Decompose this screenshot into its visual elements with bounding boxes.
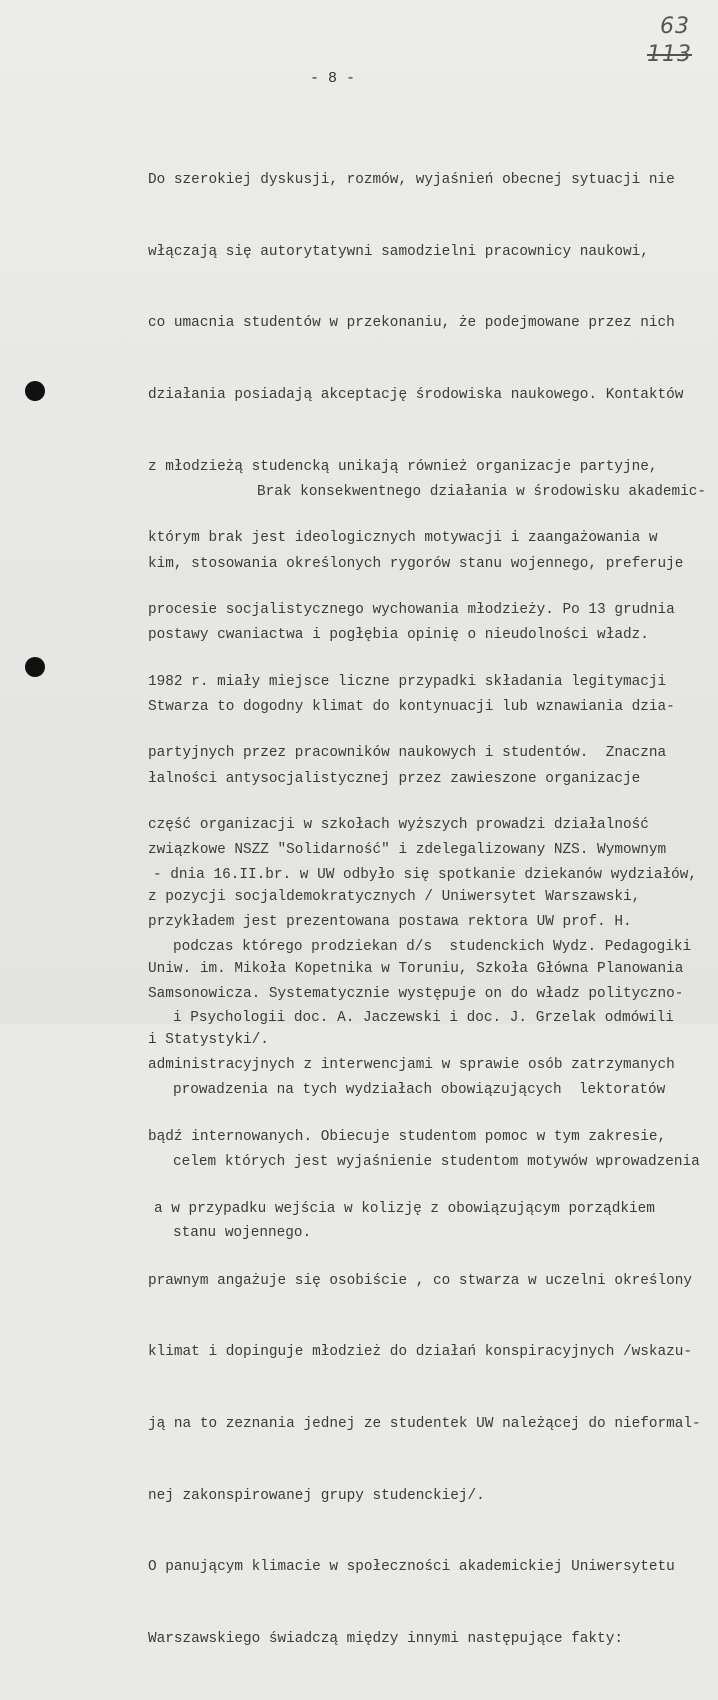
- text-line: włączają się autorytatywni samodzielni pracownicy naukowi,: [148, 243, 649, 260]
- text-line: działania posiadają akceptację środowiska naukowego. Kontaktów: [148, 386, 684, 403]
- text-line: procesie socjalistycznego wychowania młodzieży. Po 13 grudnia: [148, 602, 675, 619]
- text-line: stanu wojennego.: [173, 1225, 312, 1242]
- text-line: kim, stosowania określonych rygorów stanu wojennego, preferuje: [148, 555, 684, 572]
- text-line: Do szerokiej dyskusji, rozmów, wyjaśnień obecnej sytuacji nie: [148, 171, 675, 188]
- text-line: klimat i dopinguje młodzież do działań konspiracyjnych /wskazu-: [148, 1344, 693, 1361]
- text-line: 1982 r. miały miejsce liczne przypadki składania legitymacji: [148, 673, 667, 690]
- text-line: partyjnych przez pracowników naukowych i studentów. Znaczna: [148, 745, 667, 762]
- punch-hole-bottom: [25, 657, 45, 677]
- text-line: Brak konsekwentnego działania w środowisku akademic-: [257, 483, 707, 500]
- text-line: podczas którego prodziekan d/s studenckich Wydz. Pedagogiki: [173, 938, 692, 955]
- text-line: i Psychologii doc. A. Jaczewski i doc. J. Grzelak odmówili: [173, 1010, 674, 1027]
- text-line: przykładem jest prezentowana postawa rektora UW prof. H.: [148, 914, 632, 931]
- text-line: co umacnia studentów w przekonaniu, że podejmowane przez nich: [148, 315, 675, 332]
- text-line: część organizacji w szkołach wyższych prowadzi działalność: [148, 817, 649, 834]
- text-line: administracyjnych z interwencjami w sprawie osób zatrzymanych: [148, 1057, 675, 1074]
- punch-hole-top: [25, 381, 45, 401]
- text-line: Warszawskiego świadczą między innymi następujące fakty:: [148, 1631, 623, 1648]
- bullet-item: [153, 816, 718, 1294]
- handwritten-crossed-number: 113: [647, 42, 692, 67]
- text-line: O panującym klimacie w społeczności akademickiej Uniwersytetu: [148, 1559, 675, 1576]
- text-line: nej zakonspirowanej grupy studenckiej/.: [148, 1487, 485, 1504]
- handwritten-folio-number: 63: [660, 14, 690, 39]
- text-line: z pozycji socjaldemokratycznych / Uniwersytet Warszawski,: [148, 888, 641, 905]
- text-line: związkowe NSZZ "Solidarność" i zdelegalizowany NZS. Wymownym: [148, 842, 667, 859]
- text-line: Samsonowicza. Systematycznie występuje on do władz polityczno-: [148, 985, 684, 1002]
- page-number: - 8 -: [310, 70, 356, 87]
- text-line: Stwarza to dogodny klimat do kontynuacji lub wznawiania dzia-: [148, 698, 675, 715]
- text-line: - dnia 16.II.br. w UW odbyło się spotkanie dziekanów wydziałów,: [153, 866, 698, 883]
- text-line: bądź internowanych. Obiecuje studentom pomoc w tym zakresie,: [148, 1129, 667, 1146]
- text-line: prawnym angażuje się osobiście , co stwarza w uczelni określony: [148, 1272, 693, 1289]
- text-line: prowadzenia na tych wydziałach obowiązujących lektoratów: [173, 1081, 666, 1098]
- text-line: postawy cwaniactwa i pogłębia opinię o nieudolności władz.: [148, 627, 649, 644]
- text-line: z młodzieżą studencką unikają również organizacje partyjne,: [148, 458, 658, 475]
- text-line: łalności antysocjalistycznej przez zawieszone organizacje: [148, 770, 641, 787]
- text-line: Uniw. im. Mikoła Kopetnika w Toruniu, Szkoła Główna Planowania: [148, 960, 684, 977]
- text-line: a w przypadku wejścia w kolizję z obowiązującym porządkiem: [154, 1200, 655, 1217]
- text-line: i Statystyki/.: [148, 1032, 269, 1049]
- text-line: celem których jest wyjaśnienie studentom motywów wprowadzenia: [173, 1153, 700, 1170]
- text-line: którym brak jest ideologicznych motywacji i zaangażowania w: [148, 530, 658, 547]
- text-line: ją na to zeznania jednej ze studentek UW należącej do nieformal-: [148, 1415, 701, 1432]
